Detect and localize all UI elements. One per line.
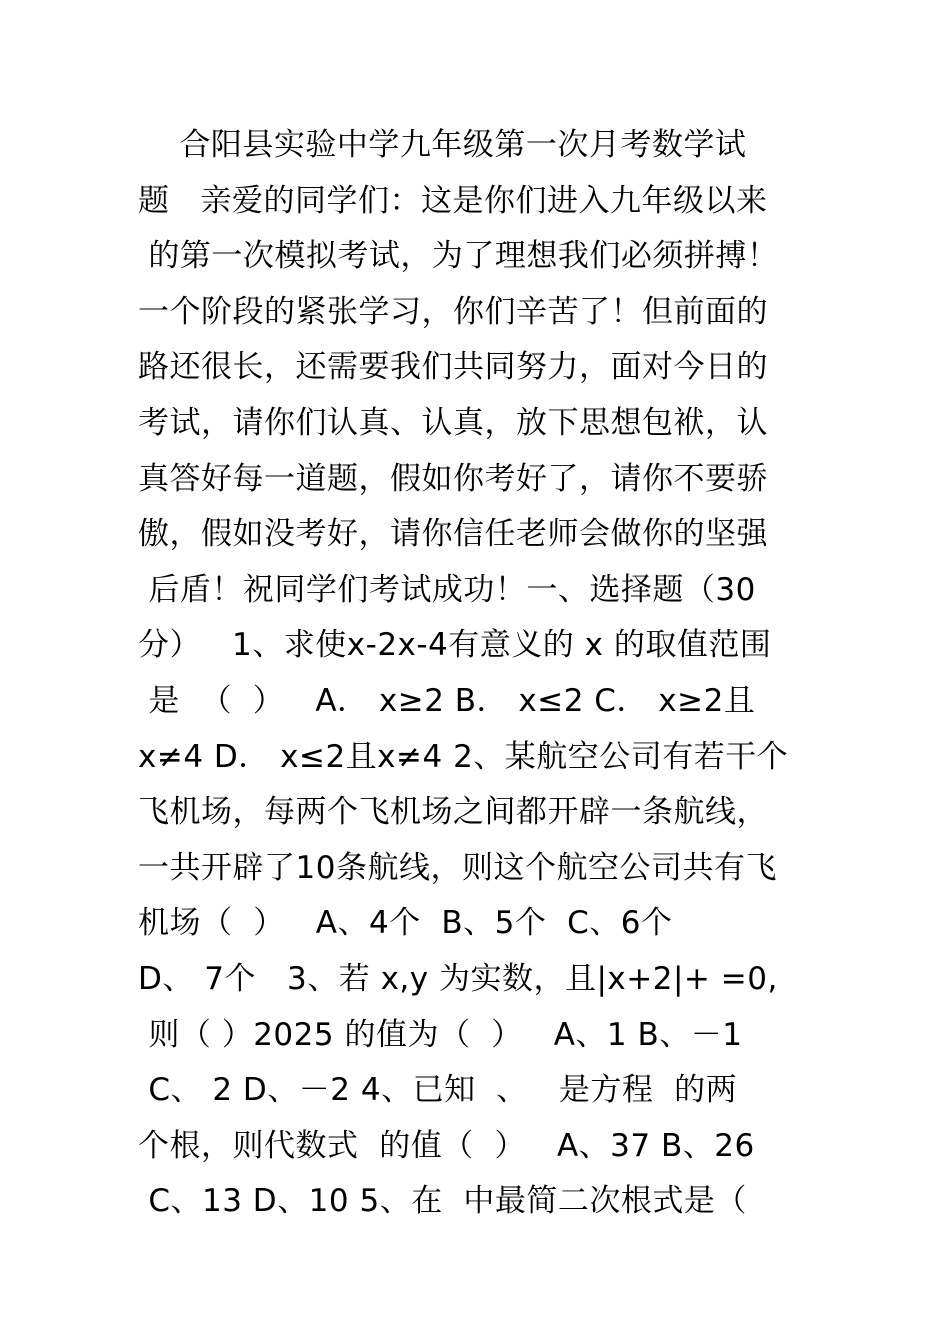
text-line: 飞机场，每两个飞机场之间都开辟一条航线， [138,794,768,831]
text-line: 的第一次模拟考试，为了理想我们必须拼搏！ [138,238,779,275]
text-line: 个根，则代数式 的值（ ） A、37 B、26 [138,1127,755,1164]
text-line: x≠4 D． x≤2且x≠4 2、某航空公司有若干个 [138,738,789,775]
text-line: 傲，假如没考好，请你信任老师会做你的坚强 [138,516,768,553]
text-line: 分） 1、求使x-2x-4有意义的 x 的取值范围 [138,627,772,664]
text-line: C、13 D、10 5、在 中最简二次根式是（ [138,1183,747,1220]
text-line: 考试，请你们认真、认真，放下思想包袱，认 [138,404,768,441]
text-line: 后盾！祝同学们考试成功！一、选择题（30 [138,571,756,608]
text-line: 则（ ）2025 的值为（ ） A、1 B、－1 [138,1016,743,1053]
text-line: 机场（ ） A、4个 B、5个 C、6个 [138,905,673,942]
text-line: 是 （ ） A． x≥2 B． x≤2 C． x≥2且 [138,682,756,719]
text-line: 题 亲爱的同学们：这是你们进入九年级以来 [138,182,768,219]
text-line: 真答好每一道题，假如你考好了，请你不要骄 [138,460,768,497]
text-line: D、 7个 3、若 x,y 为实数，且|x+2|+ =0, [138,960,778,997]
exam-text-block [138,118,818,1230]
text-line: 一共开辟了10条航线，则这个航空公司共有飞 [138,849,777,886]
text-line: 路还很长，还需要我们共同努力，面对今日的 [138,349,768,386]
text-line: 一个阶段的紧张学习，你们辛苦了！但前面的 [138,293,768,330]
text-line: 合阳县实验中学九年级第一次月考数学试 [138,127,747,163]
text-line: C、 2 D、－2 4、已知 、 是方程 的两 [138,1072,738,1109]
